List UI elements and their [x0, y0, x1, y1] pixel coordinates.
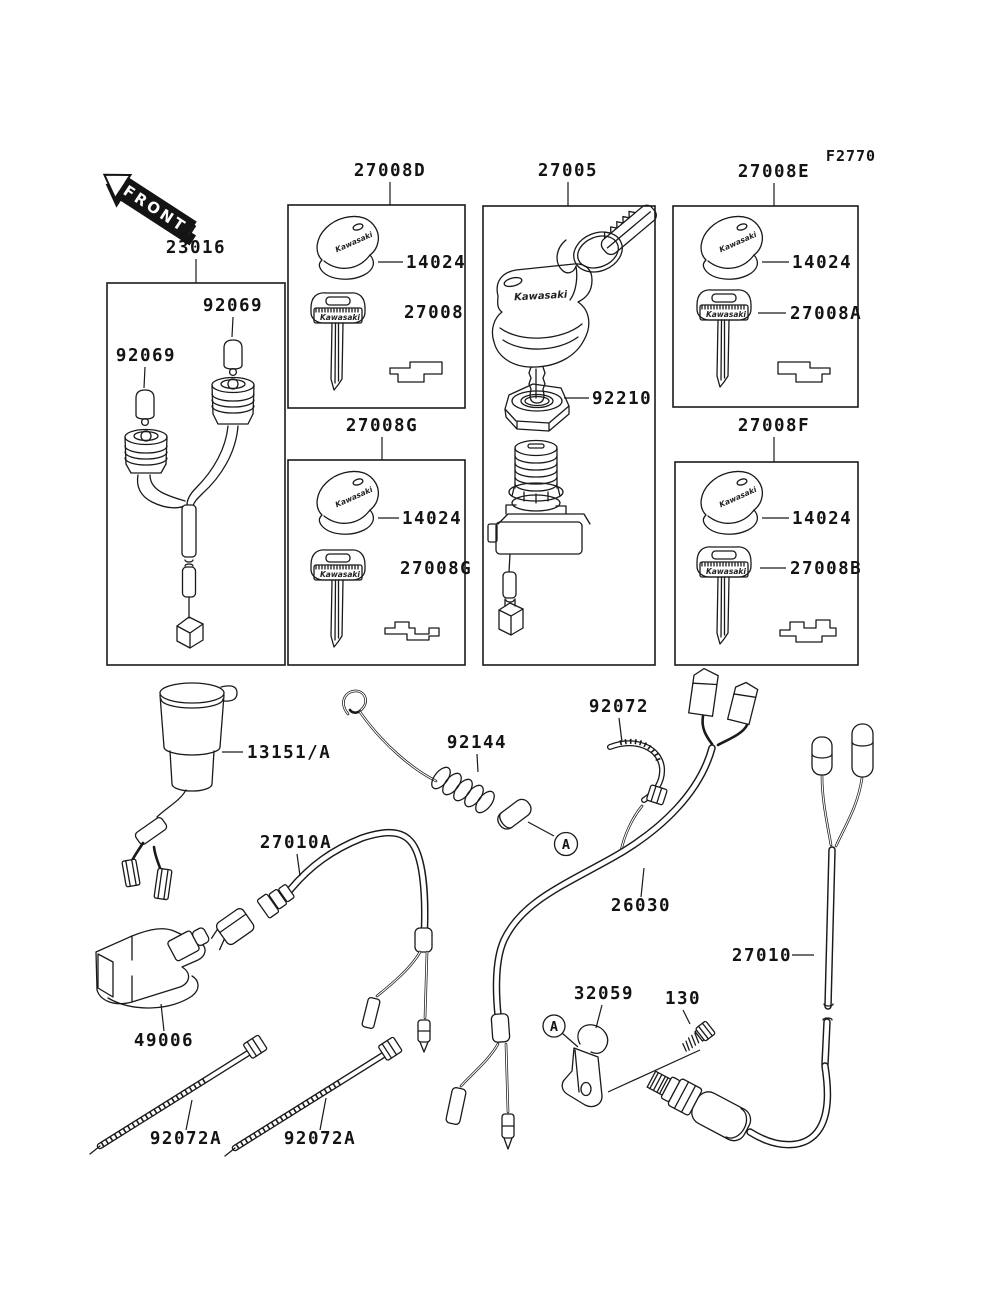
svg-text:Kawasaki: Kawasaki: [717, 484, 758, 510]
part-label-130[interactable]: 130: [664, 989, 702, 1009]
part-label-27008g-box[interactable]: 27008G: [345, 416, 419, 436]
part-label-27008f[interactable]: 27008F: [737, 416, 811, 436]
key-profile-icon: [385, 622, 439, 640]
spring-92144: [343, 691, 534, 832]
part-label-27008[interactable]: 27008: [404, 303, 465, 323]
connector-cube: [177, 617, 203, 648]
part-label-27010a[interactable]: 27010A: [259, 833, 333, 853]
part-label-13151a[interactable]: 13151/A: [247, 743, 332, 763]
part-label-14024-d[interactable]: 14024: [406, 253, 467, 273]
key-cap-14024: [701, 216, 762, 279]
bracket-32059: [562, 1025, 607, 1107]
part-label-27008b[interactable]: 27008B: [790, 559, 863, 579]
part-label-27008d[interactable]: 27008D: [353, 161, 427, 181]
svg-text:A: A: [561, 837, 571, 853]
svg-text:Kawasaki: Kawasaki: [333, 229, 374, 255]
front-arrow-label: FRONT: [119, 181, 191, 237]
svg-text:Kawasaki: Kawasaki: [717, 229, 758, 255]
part-label-92069-left[interactable]: 92069: [115, 346, 177, 366]
part-label-27008e[interactable]: 27008E: [737, 162, 811, 182]
part-label-32059[interactable]: 32059: [573, 984, 635, 1004]
part-label-26030[interactable]: 26030: [610, 896, 672, 916]
band-92072: [610, 741, 667, 851]
bulb-socket: [212, 378, 254, 425]
part-label-23016[interactable]: 23016: [165, 238, 227, 258]
part-label-92144[interactable]: 92144: [446, 733, 508, 753]
part-label-92210[interactable]: 92210: [592, 389, 653, 409]
cable-27010a: [206, 833, 432, 1052]
svg-text:Kawasaki: Kawasaki: [320, 313, 360, 322]
svg-text:A: A: [549, 1019, 559, 1035]
connector-cube: [499, 599, 523, 635]
bulb-icon: [224, 340, 242, 375]
key-cap-14024: [317, 471, 378, 534]
part-label-49006[interactable]: 49006: [133, 1031, 195, 1051]
part-label-92072[interactable]: 92072: [588, 697, 650, 717]
part-label-14024-f[interactable]: 14024: [792, 509, 853, 529]
part-label-14024-g[interactable]: 14024: [402, 509, 463, 529]
part-label-27008a[interactable]: 27008A: [790, 304, 863, 324]
blank-key-27008a: [697, 290, 751, 387]
svg-text:Kawasaki: Kawasaki: [706, 567, 746, 576]
blank-key-27008g: [311, 550, 365, 647]
part-label-92072a-left[interactable]: 92072A: [149, 1129, 223, 1149]
box-23016: [107, 283, 285, 665]
key-profile-icon: [780, 620, 836, 642]
bulb-socket: [125, 430, 167, 474]
key-cap-14024: [701, 471, 762, 534]
svg-text:Kawasaki: Kawasaki: [320, 570, 360, 579]
nut-92210: [505, 384, 569, 431]
key-profile-icon: [390, 362, 442, 382]
page-code: F2770: [825, 147, 877, 165]
svg-text:Kawasaki: Kawasaki: [333, 484, 374, 510]
part-harness-23016: [116, 296, 263, 648]
key-profile-icon: [778, 362, 830, 382]
cover-49006: [96, 924, 212, 1008]
bolt-130: [679, 1021, 716, 1055]
part-label-92072a-right[interactable]: 92072A: [283, 1129, 357, 1149]
rear-switch-27010: [643, 724, 873, 1145]
part-label-27010[interactable]: 27010: [731, 946, 793, 966]
part-label-14024-e[interactable]: 14024: [792, 253, 853, 273]
ignition-switch-body: [488, 441, 590, 636]
part-label-27005[interactable]: 27005: [537, 161, 599, 181]
svg-text:Kawasaki: Kawasaki: [706, 310, 746, 319]
ignition-key-set: [492, 199, 659, 403]
detail-marker-a2: [543, 1015, 565, 1037]
blank-key-27008b: [697, 547, 751, 644]
bulb-icon: [136, 390, 154, 425]
blank-key-27008: [311, 293, 365, 390]
key-cap-14024: [317, 216, 378, 279]
part-label-27008g[interactable]: 27008G: [400, 559, 473, 579]
part-label-92069-right[interactable]: 92069: [202, 296, 264, 316]
main-switch-13151: [122, 683, 237, 900]
svg-text:Kawasaki: Kawasaki: [513, 289, 568, 304]
detail-marker-a1: [555, 833, 578, 856]
